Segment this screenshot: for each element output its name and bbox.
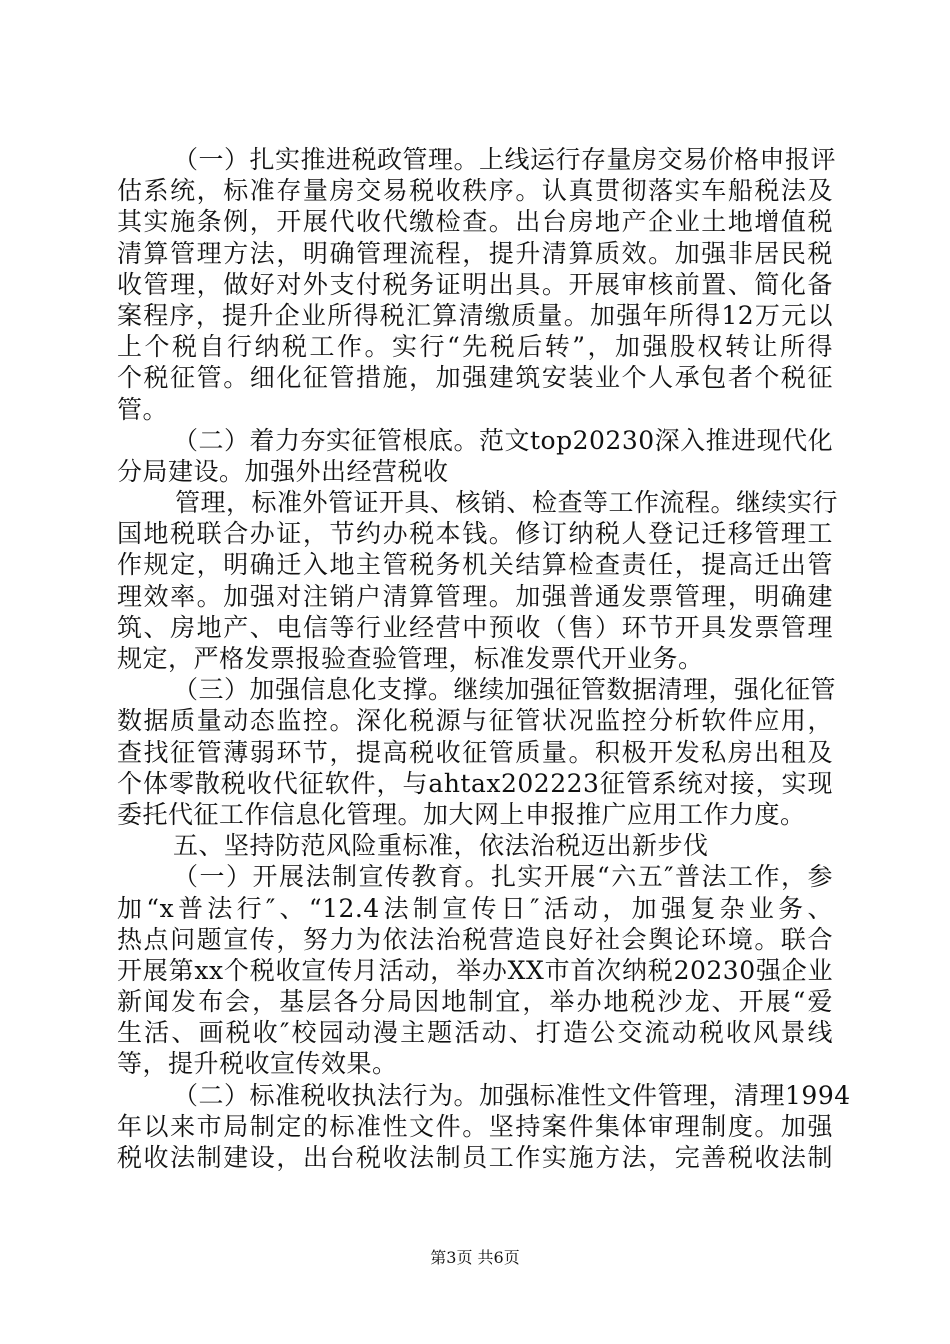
text-line: 委托代征工作信息化管理。加大网上申报推广应用工作力度。 [117,799,806,829]
text-line: 清算管理方法，明确管理流程，提升清算质效。加强非居民税 [117,238,833,268]
document-body [117,144,851,1173]
text-line: 管理，标准外管证开具、核销、检查等工作流程。继续实行 [175,488,839,518]
text-line: 税收法制建设，出台税收法制员工作实施方法，完善税收法制 [117,1143,833,1172]
text-line: 分局建设。加强外出经营税收 [117,456,449,486]
text-line: 加“x普法行″、“12.4法制宣传日″活动，加强复杂业务、 [117,893,833,923]
text-line: （二）标准税收执法行为。加强标准性文件管理，清理1994 [173,1080,851,1110]
text-line: （一）开展法制宣传教育。扎实开展“六五″普法工作，参 [173,862,833,892]
text-line: 个体零散税收代征软件，与ahtax202223征管系统对接，实现 [117,768,833,798]
text-line: 等，提升税收宣传效果。 [117,1049,398,1079]
text-line: 查找征管薄弱环节，提高税收征管质量。积极开发私房出租及 [117,737,833,767]
text-line: 理效率。加强对注销户清算管理。加强普通发票管理，明确建 [117,581,833,611]
text-line: 个税征管。细化征管措施，加强建筑安装业个人承包者个税征 [117,363,833,393]
text-line: 生活、画税收″校园动漫主题活动、打造公交流动税收风景线 [117,1018,833,1048]
text-line: （三）加强信息化支撑。继续加强征管数据清理，强化征管 [173,675,837,705]
text-line: 规定，严格发票报验查验管理，标准发票代开业务。 [117,644,704,673]
text-line: 其实施条例，开展代收代缴检查。出台房地产企业土地增值税 [117,207,833,237]
text-line: 案程序，提升企业所得税汇算清缴质量。加强年所得12万元以 [117,300,833,330]
text-line: 新闻发布会，基层各分局因地制宜，举办地税沙龙、开展“爱 [117,987,833,1017]
text-line: （一）扎实推进税政管理。上线运行存量房交易价格申报评 [173,145,837,174]
text-line: 上个税自行纳税工作。实行“先税后转”，加强股权转让所得 [117,332,833,362]
text-line: 估系统，标准存量房交易税收秩序。认真贯彻落实车船税法及 [117,176,833,206]
text-line: 管。 [117,394,169,424]
text-line: 年以来市局制定的标准性文件。坚持案件集体审理制度。加强 [117,1111,833,1141]
text-line: 筑、房地产、电信等行业经营中预收（售）环节开具发票管理 [117,612,833,642]
text-line: 收管理，做好对外支付税务证明出具。开展审核前置、简化备 [117,269,833,299]
text-line: （二）着力夯实征管根底。范文top20230深入推进现代化 [173,425,834,455]
section-heading: 五、坚持防范风险重标准，依法治税迈出新步伐 [173,831,709,861]
page-number-footer: 第3页 共6页 [430,1248,520,1267]
text-line: 热点问题宣传，努力为依法治税营造良好社会舆论环境。联合 [117,924,833,954]
text-line: 数据质量动态监控。深化税源与征管状况监控分析软件应用， [117,706,833,736]
text-line: 国地税联合办证，节约办税本钱。修订纳税人登记迁移管理工 [117,519,833,549]
text-line: 开展第xx个税收宣传月活动，举办XX市首次纳税20230强企业 [117,955,833,985]
text-line: 作规定，明确迁入地主管税务机关结算检查责任，提高迁出管 [117,550,833,580]
